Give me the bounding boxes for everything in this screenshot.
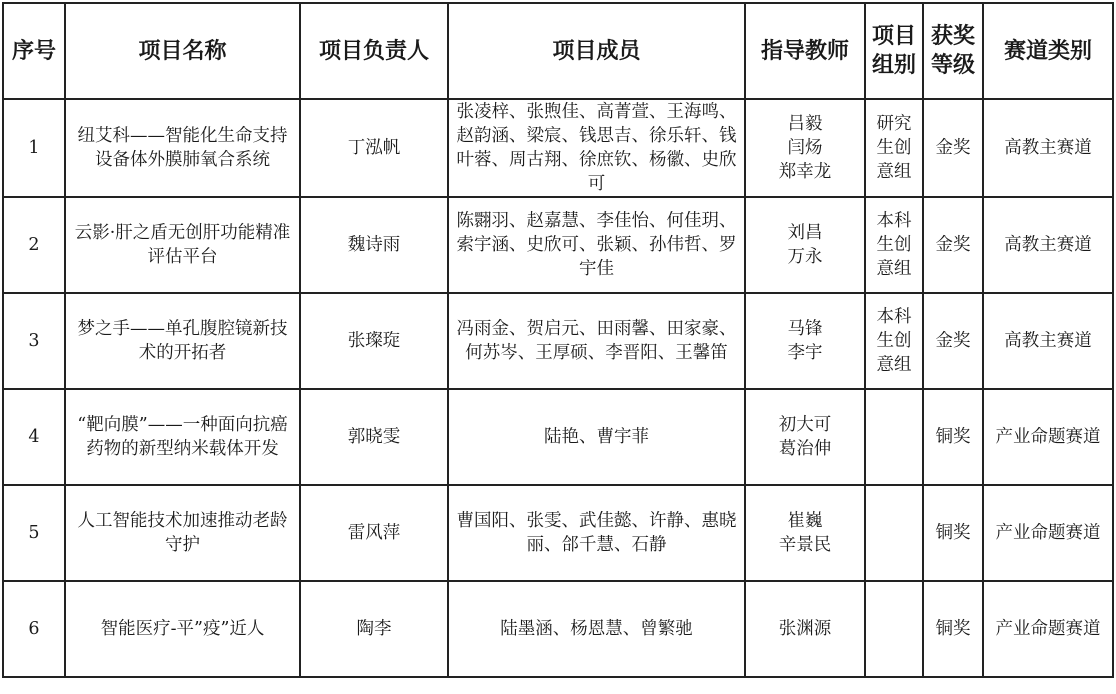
cell-group: 研究 生创 意组 <box>865 99 923 197</box>
cell-name: 梦之手——单孔腹腔镜新技术的开拓者 <box>65 293 300 389</box>
table-row <box>3 581 1113 677</box>
cell-members: 陆墨涵、杨恩慧、曾繁驰 <box>448 581 745 677</box>
table-row <box>3 293 1113 389</box>
cell-members: 陈翾羽、赵嘉慧、李佳怡、何佳玥、索宇涵、史欣可、张颖、孙伟哲、罗宇佳 <box>448 197 745 293</box>
cell-index: 5 <box>3 485 65 581</box>
header-advisors: 指导教师 <box>745 3 865 99</box>
header-index: 序号 <box>3 3 65 99</box>
cell-leader: 丁泓帆 <box>300 99 448 197</box>
cell-track: 高教主赛道 <box>983 99 1113 197</box>
cell-leader: 陶李 <box>300 581 448 677</box>
header-name: 项目名称 <box>65 3 300 99</box>
cell-group: 本科 生创 意组 <box>865 293 923 389</box>
award-table <box>2 2 1114 678</box>
header-row <box>3 3 1113 99</box>
cell-leader: 魏诗雨 <box>300 197 448 293</box>
cell-track: 高教主赛道 <box>983 197 1113 293</box>
header-group: 项目 组别 <box>865 3 923 99</box>
cell-members: 曹国阳、张雯、武佳懿、许静、惠晓丽、郃千慧、石静 <box>448 485 745 581</box>
cell-track: 产业命题赛道 <box>983 389 1113 485</box>
cell-award: 金奖 <box>923 293 983 389</box>
table-row <box>3 197 1113 293</box>
cell-advisors: 崔巍 辛景民 <box>745 485 865 581</box>
cell-group: 本科 生创 意组 <box>865 197 923 293</box>
cell-members: 冯雨金、贺启元、田雨馨、田家豪、何苏岑、王厚硕、李晋阳、王馨笛 <box>448 293 745 389</box>
cell-name: 云影·肝之盾无创肝功能精准评估平台 <box>65 197 300 293</box>
cell-leader: 郭晓雯 <box>300 389 448 485</box>
table-row <box>3 99 1113 197</box>
cell-award: 铜奖 <box>923 389 983 485</box>
cell-index: 1 <box>3 99 65 197</box>
cell-track: 高教主赛道 <box>983 293 1113 389</box>
cell-name: “靶向膜”——一种面向抗癌药物的新型纳米载体开发 <box>65 389 300 485</box>
cell-track: 产业命题赛道 <box>983 485 1113 581</box>
cell-leader: 雷风萍 <box>300 485 448 581</box>
cell-advisors: 张渊源 <box>745 581 865 677</box>
table-row <box>3 485 1113 581</box>
cell-index: 6 <box>3 581 65 677</box>
header-members: 项目成员 <box>448 3 745 99</box>
cell-advisors: 吕毅 闫炀 郑幸龙 <box>745 99 865 197</box>
cell-track: 产业命题赛道 <box>983 581 1113 677</box>
cell-index: 4 <box>3 389 65 485</box>
table-row <box>3 389 1113 485</box>
cell-award: 金奖 <box>923 99 983 197</box>
cell-leader: 张璨琁 <box>300 293 448 389</box>
cell-award: 铜奖 <box>923 485 983 581</box>
header-leader: 项目负责人 <box>300 3 448 99</box>
cell-group <box>865 581 923 677</box>
cell-group <box>865 485 923 581</box>
cell-award: 铜奖 <box>923 581 983 677</box>
cell-group <box>865 389 923 485</box>
cell-index: 2 <box>3 197 65 293</box>
header-track: 赛道类别 <box>983 3 1113 99</box>
cell-index: 3 <box>3 293 65 389</box>
cell-members: 张凌梓、张煦佳、高菁萱、王海鸣、赵韵涵、梁宸、钱思吉、徐乐轩、钱叶蓉、周古翔、徐庶钦、杨徽、史欣可 <box>448 99 745 197</box>
cell-advisors: 马锋 李宇 <box>745 293 865 389</box>
cell-name: 人工智能技术加速推动老龄守护 <box>65 485 300 581</box>
cell-members: 陆艳、曹宇菲 <box>448 389 745 485</box>
cell-name: 智能医疗-平”疫”近人 <box>65 581 300 677</box>
cell-name: 纽艾科——智能化生命支持设备体外膜肺氧合系统 <box>65 99 300 197</box>
cell-award: 金奖 <box>923 197 983 293</box>
cell-advisors: 刘昌 万永 <box>745 197 865 293</box>
cell-advisors: 初大可 葛治伸 <box>745 389 865 485</box>
header-award: 获奖 等级 <box>923 3 983 99</box>
